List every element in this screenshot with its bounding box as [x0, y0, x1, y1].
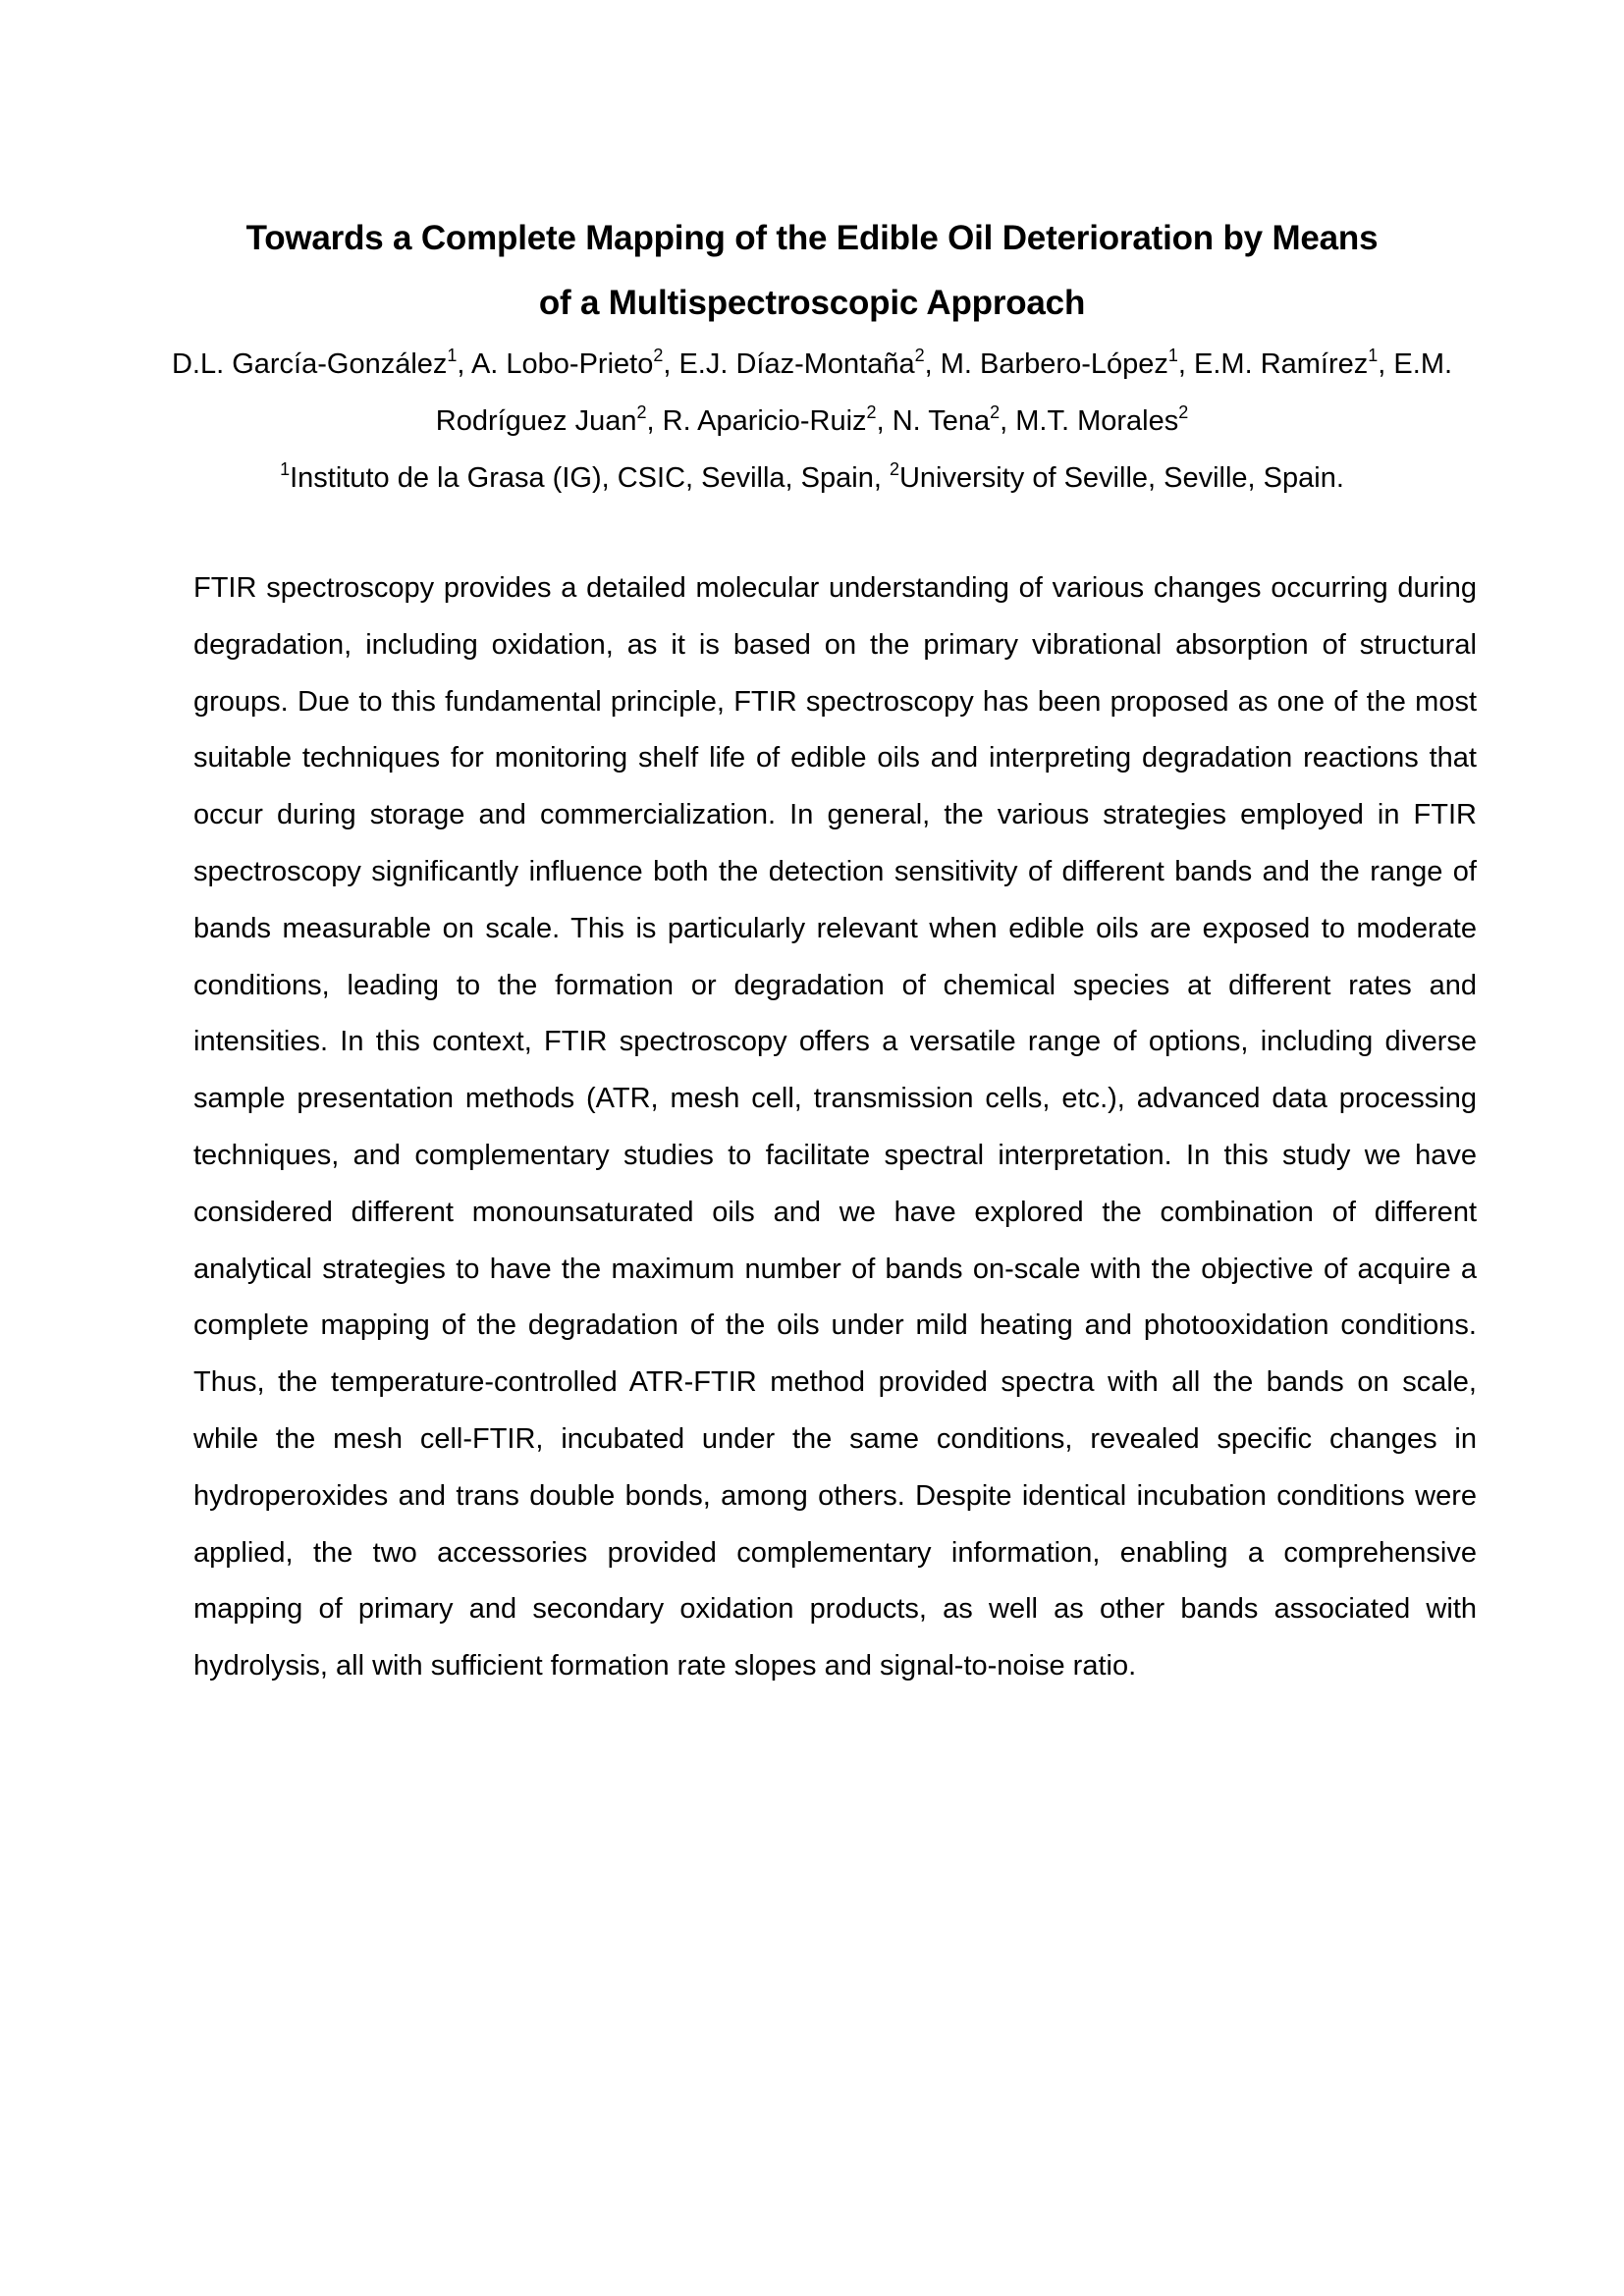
affiliation-marker: 2 [866, 402, 877, 422]
author-name: N. Tena [892, 405, 991, 437]
title-line: Towards a Complete Mapping of the Edible Oil Deterioration by Means [245, 219, 1379, 257]
author-name: M. Barbero-López [940, 348, 1168, 380]
affiliation-marker: 2 [914, 346, 925, 365]
affiliation-marker: 2 [990, 402, 1001, 422]
affiliation-text: University of Seville, Seville, Spain. [898, 462, 1344, 494]
author-name: M.T. Morales [1015, 405, 1179, 437]
author-name: D.L. García-González [171, 348, 448, 380]
affiliation-text: Instituto de la Grasa (IG), CSIC, Sevilla, Spain, [290, 462, 882, 494]
author-name: E.J. Díaz-Montaña [678, 348, 915, 380]
affiliation-marker: 2 [636, 402, 647, 422]
affiliation-marker: 2 [1178, 402, 1189, 422]
title-line: of a Multispectroscopic Approach [538, 284, 1086, 322]
author-name: E.M. Rodríguez Juan [435, 348, 1453, 437]
affiliation-marker: 1 [447, 346, 458, 365]
affiliation-marker: 1 [280, 459, 291, 479]
affiliation-marker: 2 [653, 346, 664, 365]
affiliation-marker: 2 [889, 459, 899, 479]
author-name: R. Aparicio-Ruiz [662, 405, 867, 437]
abstract-paragraph: FTIR spectroscopy provides a detailed molecular understanding of various changes occurring during degradation, including oxidation, as it is based on the primary vibrational absorption of structural groups. Due to this fundamental principle, FTIR spectroscopy has been proposed as one of the most suitable techniques for monitoring shelf life of edible oils and interpreting degradation reactions that occur during storage and commercialization. In general, the various strategies employed in FTIR spectroscopy significantly influence both the detection sensitivity of different bands and the range of bands measurable on scale. This is particularly relevant when edible oils are exposed to moderate conditions, leading to the formation or degradation of chemical species at different rates and intensities. In this context, FTIR spectroscopy offers a versatile range of options, including diverse sample presentation methods (ATR, mesh cell, transmission cells, etc.), advanced data processing techniques, and complementary studies to facilitate spectral interpretation. In this study we have considered different monounsaturated oils and we have explored the combination of different analytical strategies to have the maximum number of bands on-scale with the objective of acquire a complete mapping of the degradation of the oils under mild heating and photooxidation conditions. Thus, the temperature-controlled ATR-FTIR method provided spectra with all the bands on scale, while the mesh cell-FTIR, incubated under the same conditions, revealed specific changes in hydroperoxides and trans double bonds, among others. Despite identical incubation conditions were applied, the two accessories provided complementary information, enabling a comprehensive mapping of primary and secondary oxidation products, as well as other bands associated with hydrolysis, all with sufficient formation rate slopes and signal-to-noise ratio. [193, 572, 1477, 1682]
author-name: A. Lobo-Prieto [470, 348, 654, 380]
author-list: D.L. García-González$^1$, A. Lobo-Prieto$^2$, E.J. Díaz-Montaña$^2$, M. Barbero-López$^1$, E.M. Ramírez$^1$, E.M. Rodríguez Juan$^2$, R. Aparicio-Ruiz$^2$, N. Tena$^2$, M.T. Morales$^2$ [171, 346, 1453, 437]
paper-title [147, 206, 1477, 336]
affiliation-marker: 1 [1368, 346, 1379, 365]
affiliation-list [147, 450, 1477, 507]
header-block [147, 206, 1477, 507]
author-name: E.M. Ramírez [1194, 348, 1369, 380]
affiliation-marker: 1 [1167, 346, 1178, 365]
